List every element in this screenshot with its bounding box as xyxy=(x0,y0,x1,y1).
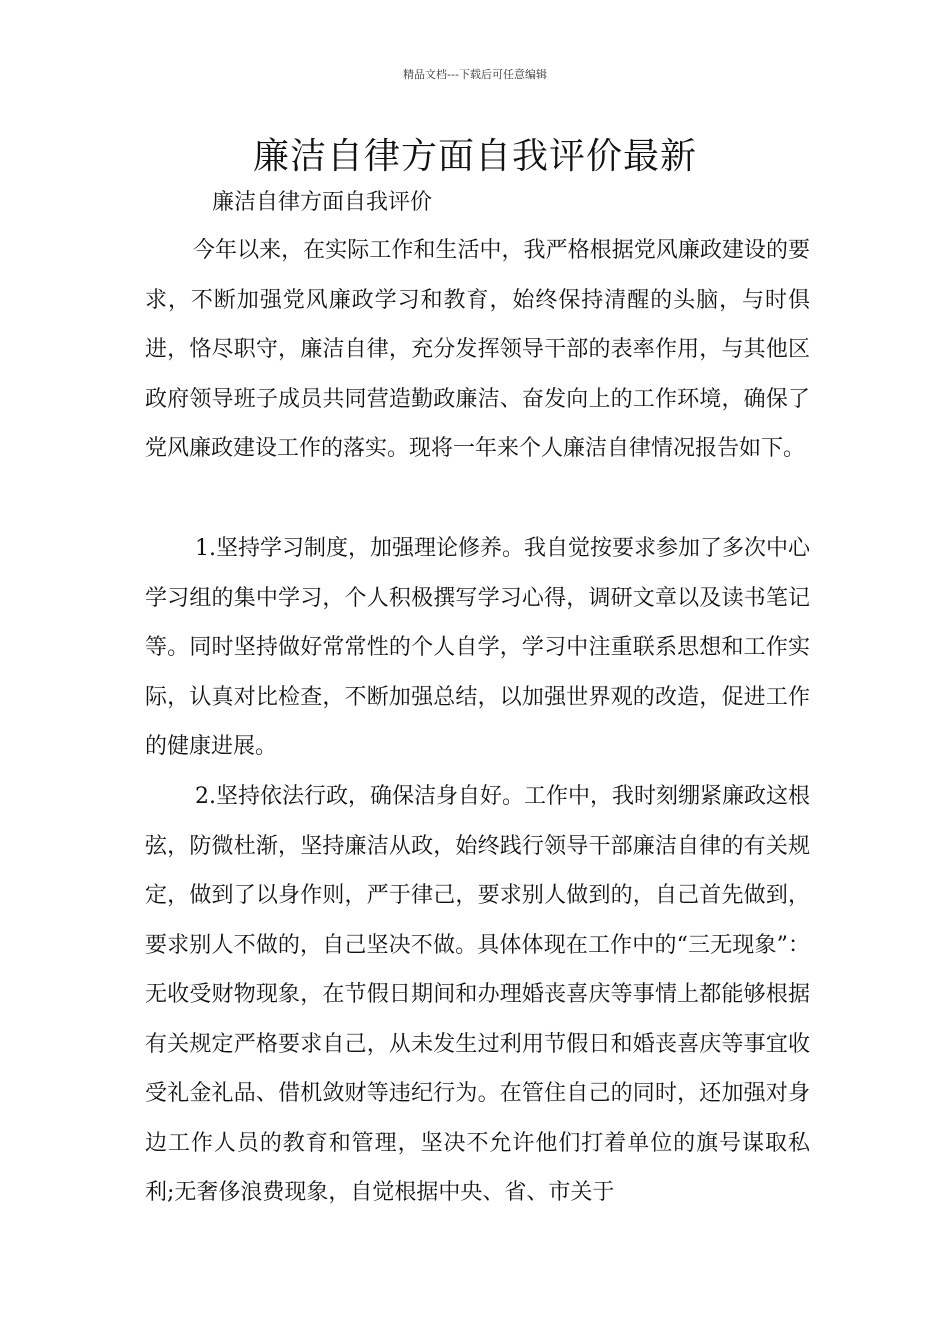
document-subtitle: 廉洁自律方面自我评价 xyxy=(212,190,433,215)
document-title: 廉洁自律方面自我评价最新 xyxy=(252,136,697,177)
paragraph-section-1: 1.坚持学习制度，加强理论修养。我自觉按要求参加了多次中心学习组的集中学习，个人积极撰写学习心得，调研文章以及读书笔记等。同时坚持做好常常性的个人自学，学习中注重联系思想和工作实际，认真对比检查，不断加强总结，以加强世界观的改造，促进工作的健康进展。 xyxy=(145,536,810,759)
paragraph-section-2: 2.坚持依法行政，确保洁身自好。工作中，我时刻绷紧廉政这根弦，防微杜渐，坚持廉洁从政，始终践行领导干部廉洁自律的有关规定，做到了以身作则，严于律己，要求别人做到的，自己首先做到，要求别人不做的，自己坚决不做。具体体现在工作中的“三无现象”：无收受财物现象，在节假日期间和办理婚丧喜庆等事情上都能够根据有关规定严格要求自己，从未发生过利用节假日和婚丧喜庆等事宜收受礼金礼品、借机敛财等违纪行为。在管住自己的同时，还加强对身边工作人员的教育和管理，坚决不允许他们打着单位的旗号谋取私利;无奢侈浪费现象，自觉根据中央、省、市关于 xyxy=(145,784,810,1205)
header-note: 精品文档---下载后可任意编辑 xyxy=(403,68,547,81)
paragraph-intro: 今年以来，在实际工作和生活中，我严格根据党风廉政建设的要求，不断加强党风廉政学习和教育，始终保持清醒的头脑，与时俱进，恪尽职守，廉洁自律，充分发挥领导干部的表率作用，与其他区政府领导班子成员共同营造勤政廉洁、奋发向上的工作环境，确保了党风廉政建设工作的落实。现将一年来个人廉洁自律情况报告如下。 xyxy=(145,238,810,461)
